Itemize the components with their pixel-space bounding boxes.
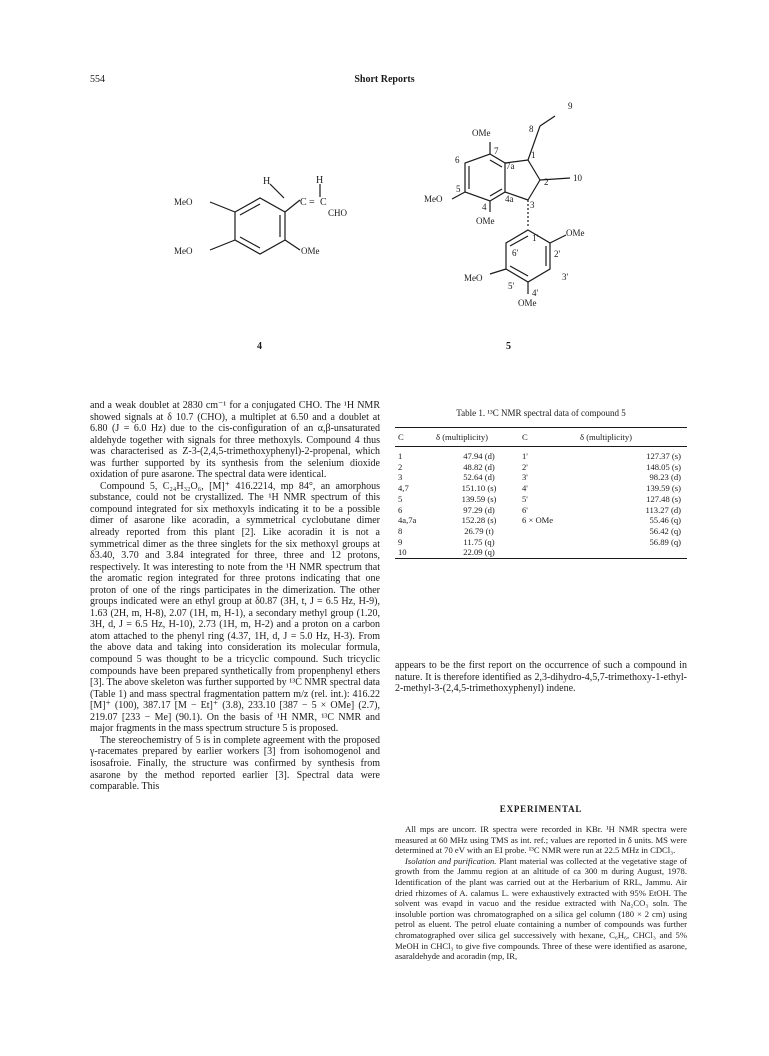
table-row [395, 526, 687, 537]
s5-meo: MeO [424, 194, 443, 204]
cell-carbon-prime: 2' [522, 461, 528, 472]
s5-n4a: 4a [505, 194, 514, 204]
cell-carbon: 5 [398, 493, 403, 504]
cell-carbon: 4,7 [398, 483, 409, 494]
structure-5-diagram [420, 96, 620, 331]
table-row [395, 483, 687, 494]
table-row [395, 451, 687, 462]
right-column [395, 660, 687, 695]
cell-carbon-prime [522, 526, 580, 537]
cell-shift: 22.09 (q) [463, 547, 495, 558]
s4-meo-top: MeO [174, 197, 193, 207]
s5-n4p: 4' [532, 288, 539, 298]
table-row [395, 462, 687, 473]
cell-carbon-prime [522, 547, 580, 558]
cell-carbon-prime: 4' [522, 483, 528, 494]
cell-shift: 11.75 (q) [463, 536, 495, 547]
s5-n6p: 6' [512, 248, 519, 258]
experimental-subheading: Isolation and purification. [405, 855, 497, 866]
compound-number-4: 4 [257, 341, 262, 352]
s5-n7a: 7a [506, 161, 515, 171]
cell-carbon-prime: 5' [522, 493, 528, 504]
table-header-c: C [398, 432, 404, 442]
cell-carbon-prime: 6 × OMe [522, 515, 554, 526]
cell-shift-prime: 127.37 (s) [646, 451, 681, 461]
cell-shift: 152.28 (s) [461, 515, 497, 526]
cell-shift-prime [580, 547, 687, 558]
cell-shift-prime: 148.05 (s) [646, 461, 681, 472]
s5-n2: 2 [544, 177, 549, 187]
left-paragraph-1: and a weak doublet at 2830 cm⁻¹ for a conjugated CHO. The ¹H NMR showed signals at δ 10.7 (CHO), a multiplet at 6.50 and a doublet at 6.80 (J = 6.0 Hz) due to the cis-configuration of an α,β-unsaturated aldehyde together with signals for three methoxyls. Compound 4 thus was characterised as Z-3-(2,4,5-trimethoxyphenyl)-2-propenal, which was further supported by its synthesis from the selenium dioxide oxidation of pure asarone. The spectral data were identical. [90, 400, 380, 481]
s5-n5: 5 [456, 184, 461, 194]
cell-shift-prime: 55.46 (q) [649, 515, 681, 526]
cell-carbon: 9 [398, 536, 403, 547]
s4-c1: C [300, 197, 307, 208]
experimental-heading: EXPERIMENTAL [499, 804, 583, 814]
cell-carbon: 10 [398, 547, 407, 558]
experimental-paragraph-2-text: Plant material was collected at the vegetative stage of growth from the Jammu region at an altitude of ca 300 m during August, 1978. Identification of the plant was carried out at the Herbarium of RRL, Jammu. Air dried rhizomes of A. calamus L. were exhaustively extracted with 95% EtOH. The solvent was evapd in vacuo and the residue extracted with Na₂CO₃ soln. The insoluble portion was chromatographed on a silica gel column (180 × 2 cm) using petrol as eluent. The petrol eluate containing a number of compounds was further chromatographed over silica gel successively with hexane, C₆H₆, CHCl₃ and 5% MeOH in CHCl₃ to give five compounds. Three of these were identified as asarone, asaraldehyde and acoradin (mp, IR, [395, 855, 687, 962]
s5-n3: 3 [530, 200, 535, 210]
table-1-block [395, 408, 687, 560]
s5-n7: 7 [494, 146, 499, 156]
left-paragraph-3: The stereochemistry of 5 is in complete agreement with the proposed γ-racemates prepared by earlier workers [3] from isohomogenol and isosafroie. Finally, the structure was confirmed by synthesis from asarone by the method reported earlier [3]. Spectral data were comparable. This [90, 734, 380, 793]
s5-n6: 6 [455, 155, 460, 165]
cell-shift: 47.94 (d) [463, 451, 495, 461]
cell-carbon: 1 [398, 451, 403, 461]
table-row [395, 547, 687, 558]
cell-carbon-prime: 6' [522, 504, 528, 515]
table-row [395, 494, 687, 505]
s5-n10: 10 [573, 173, 582, 183]
cell-shift: 151.10 (s) [461, 483, 497, 494]
left-paragraph-2: Compound 5, C₂₄H₃₂O₆, [M]⁺ 416.2214, mp 84°, an amorphous substance, could not be crystallized. The ¹H NMR spectrum of this compound integrated for six methoxyls indicating it to be a possible dimer of asarone like acoradin, a symmetrical cyclobutane dimer already reported from this plant [2]. Like acoradin it is not a symmetrical dimer as the three singlets for the six methoxyl groups at δ3.40, 3.70 and 3.84 integrated for three, three and 12 protons, respectively. It was interesting to note from the ¹H NMR spectrum that the aromatic region integrated for three protons indicating that one proton of one of the rings participates in the dimerization. The other groups indicated were an ethyl group at δ0.87 (3H, t, J = 6.5 Hz, H-9), 1.63 (2H, m, H-8), 2.07 (1H, m, H-1), a secondary methyl group (1.20, 3H, d, J = 6.5 Hz, H-10), 2.73 (1H, m, H-2) and a proton on a carbon atom attached to the phenyl ring (4.37, 1H, d, J = 5.0 Hz, H-3). From the above data and taking into consideration its molecular formula, compound 5 was thought to be a tricyclic compound. Such tricyclic compounds have been prepared synthetically from propenphenyl ethers [3]. The above skeleton was further supported by ¹³C NMR spectral data (Table 1) and mass spectral fragmentation pattern m/z (rel. int.): 416.22 [M]⁺ (100), 387.17 [M − Et]⁺ (3.8), 233.10 [387 − 5 × OMe] (2.7), 219.07 [233 − Me] (90.1). On the basis of ¹H NMR, ¹³C NMR and major fragments in the mass spectrum structure 5 is proposed. [90, 480, 380, 735]
s4-c2: C [320, 197, 327, 208]
table-row [395, 515, 687, 526]
cell-carbon: 3 [398, 472, 403, 483]
s5-n2p: 2' [554, 249, 561, 259]
s4-h1: H [263, 176, 271, 187]
cell-shift: 48.82 (d) [463, 461, 495, 472]
right-paragraph-1: appears to be the first report on the occurrence of such a compound in nature. It is therefore identified as 2,3-dihydro-4,5,7-trimethoxy-1-ethyl-2-methyl-3-(2,4,5-trimethoxyphenyl) indene. [395, 660, 687, 695]
cell-carbon: 8 [398, 525, 403, 536]
s5-ome-mid: OMe [476, 216, 495, 226]
table-row [395, 472, 687, 483]
s4-h2: H [316, 175, 324, 186]
s4-meo-bottom: MeO [174, 246, 193, 256]
cell-shift: 26.79 (t) [464, 525, 494, 536]
s5-n5p: 5' [508, 281, 515, 291]
table-caption: Table 1. ¹³C NMR spectral data of compound 5 [456, 408, 626, 418]
cell-shift-prime: 113.27 (d) [645, 504, 681, 515]
cell-carbon: 2 [398, 461, 403, 472]
cell-shift-prime: 139.59 (s) [646, 483, 681, 494]
s5-n9: 9 [568, 101, 573, 111]
cell-carbon-prime: 1' [522, 451, 528, 461]
experimental-paragraph-1: All mps are uncorr. IR spectra were recorded in KBr. ¹H NMR spectra were measured at 60 MHz using TMS as int. ref.; values are reported in δ units. MS were determined at 70 eV with an EI probe. ¹³C NMR were run at 22.5 MHz in CDCl₃. [395, 824, 687, 856]
cell-shift: 97.29 (d) [463, 504, 495, 515]
left-column [90, 400, 380, 793]
nmr-table [395, 427, 687, 560]
s5-n4: 4 [482, 202, 487, 212]
cell-carbon: 6 [398, 504, 403, 515]
s5-ome-bottom: OMe [518, 298, 537, 308]
s5-n1p: 1' [532, 233, 539, 243]
s4-ome: OMe [301, 246, 320, 256]
s5-ome-ring: OMe [566, 228, 585, 238]
structure-4-diagram [160, 170, 390, 280]
table-row [395, 537, 687, 548]
s5-meo-ring: MeO [464, 273, 483, 283]
experimental-section [395, 824, 687, 962]
running-title: Short Reports [354, 74, 415, 85]
cell-carbon-prime [522, 537, 580, 548]
cell-shift: 139.59 (s) [461, 493, 497, 504]
s4-eq: = [309, 197, 315, 208]
cell-shift-prime: 98.23 (d) [649, 472, 681, 483]
s5-n3p: 3' [562, 272, 569, 282]
table-header-c2: C [522, 432, 528, 442]
table-header-delta2: δ (multiplicity) [580, 432, 633, 442]
cell-shift-prime: 127.48 (s) [646, 493, 681, 504]
compound-number-5: 5 [506, 341, 511, 352]
table-row [395, 505, 687, 516]
s5-n8: 8 [529, 124, 534, 134]
table-header-delta: δ (multiplicity) [436, 432, 489, 442]
page-number: 554 [90, 74, 105, 85]
s5-n1: 1 [531, 150, 536, 160]
cell-shift-prime: 56.42 (q) [649, 525, 681, 536]
cell-carbon-prime: 3' [522, 472, 528, 483]
s4-cho: CHO [328, 208, 348, 218]
cell-shift: 52.64 (d) [463, 472, 495, 483]
cell-shift-prime: 56.89 (q) [649, 536, 681, 547]
cell-carbon: 4a,7a [398, 515, 417, 526]
experimental-paragraph-2 [395, 856, 687, 962]
s5-ome-top: OMe [472, 128, 491, 138]
